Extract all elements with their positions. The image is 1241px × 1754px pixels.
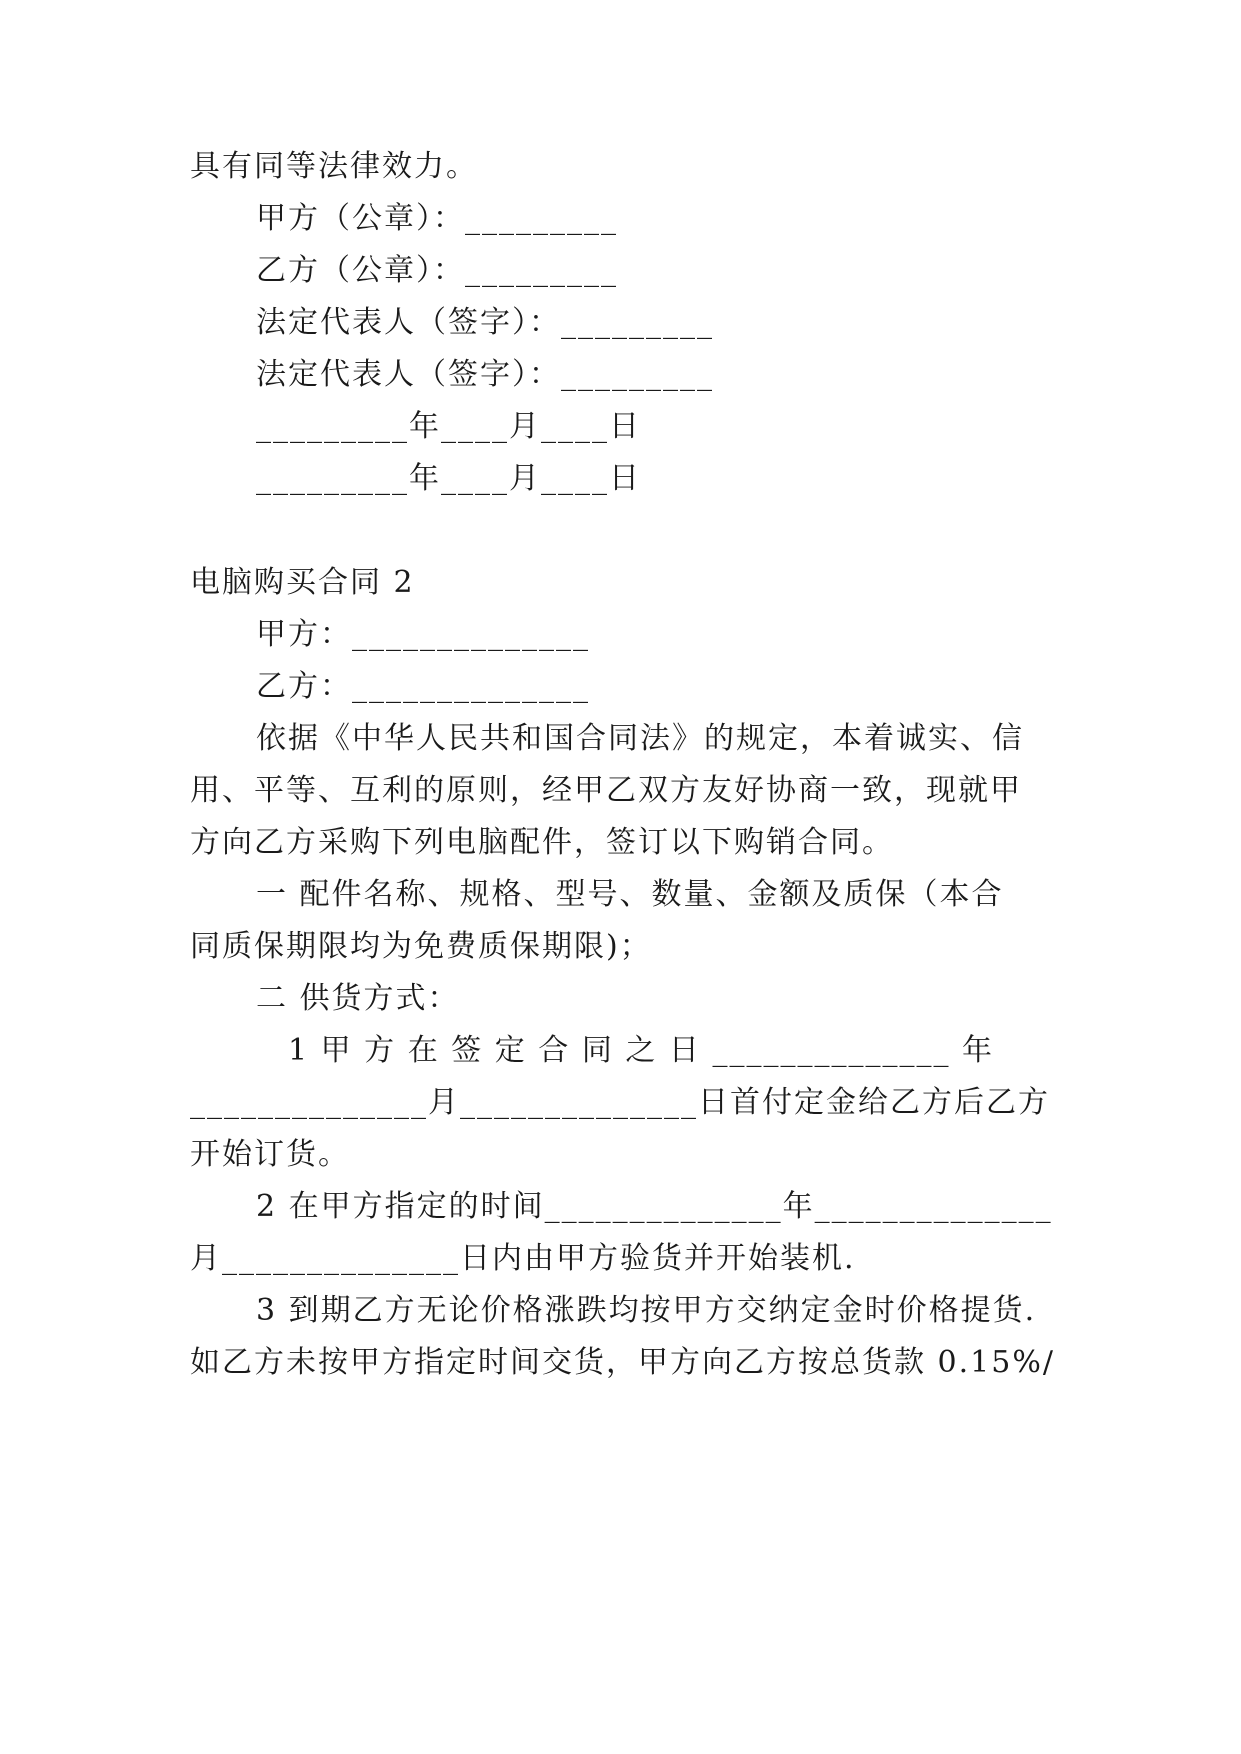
party-b-seal-line: 乙方（公章）：_________ [256,253,618,288]
paragraph-line: 方向乙方采购下列电脑配件，签订以下购销合同。 [190,825,894,860]
party-b-line: 乙方：______________ [256,669,590,704]
clause-two-heading: 二 供货方式： [256,981,460,1016]
legal-rep-signature-line-2: 法定代表人（签字）：_________ [256,357,714,392]
clause-item-3-line: 如乙方未按甲方指定时间交货，甲方向乙方按总货款 0.15%/ [190,1345,1055,1380]
date-line-1: _________年____月____日 [256,409,641,444]
party-a-seal-line: 甲方（公章）：_________ [256,201,618,236]
clause-one-line: 一 配件名称、规格、型号、数量、金额及质保（本合 [256,877,1004,912]
clause-item-3-line: 3 到期乙方无论价格涨跌均按甲方交纳定金时价格提货. [256,1293,1037,1328]
legal-rep-signature-line-1: 法定代表人（签字）：_________ [256,305,714,340]
clause-item-2-line: 2 在甲方指定的时间______________年______________ [256,1189,1053,1224]
party-a-line: 甲方：______________ [256,617,590,652]
clause-item-1-line: 开始订货。 [190,1137,350,1172]
clause-item-1-line: ______________月______________日首付定金给乙方后乙方 [190,1085,1050,1120]
date-line-2: _________年____月____日 [256,461,641,496]
paragraph-line: 依据《中华人民共和国合同法》的规定，本着诚实、信 [256,721,1024,756]
clause-one-line: 同质保期限均为免费质保期限)； [190,929,652,964]
clause-item-1-line: 1 甲 方 在 签 定 合 同 之 日 ______________ 年 [288,1033,994,1068]
text-line-1: 具有同等法律效力。 [190,149,478,184]
clause-item-2-line: 月______________日内由甲方验货并开始装机. [190,1241,856,1276]
paragraph-line: 用、平等、互利的原则，经甲乙双方友好协商一致，现就甲 [190,773,1022,808]
section-title: 电脑购买合同 2 [190,565,415,600]
